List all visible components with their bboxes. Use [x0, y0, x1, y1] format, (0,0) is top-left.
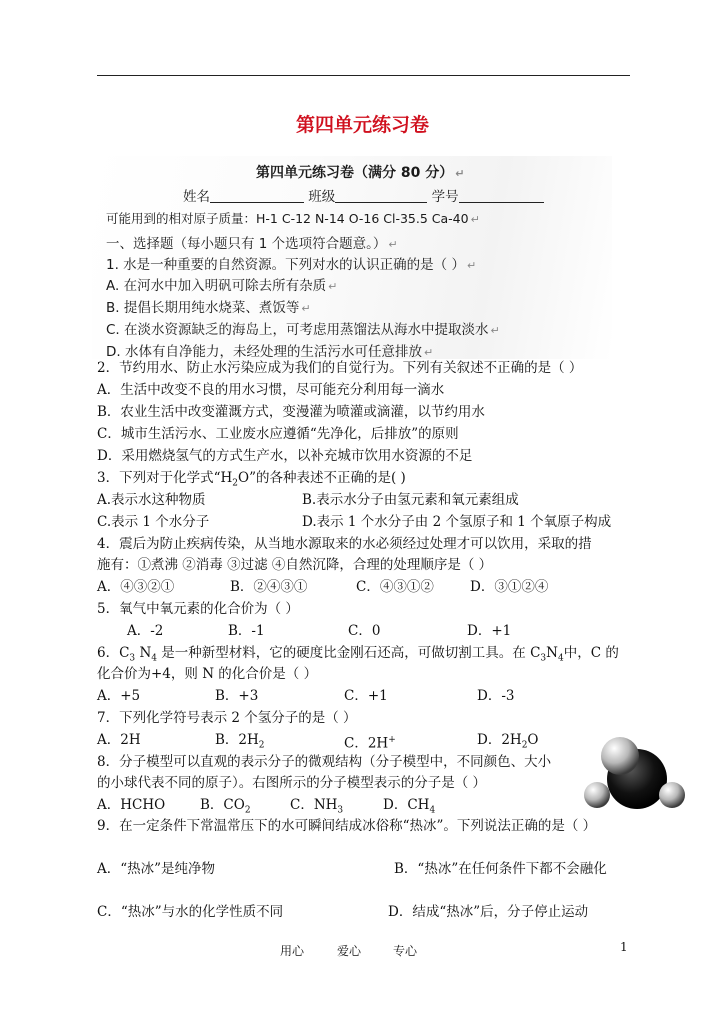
question-8-stem-line-2: 的小球代表不同的原子）。右图所示的分子模型表示的分子是（ ）	[97, 775, 487, 791]
header-rule	[97, 75, 630, 76]
question-4-option-a: A．④③②①	[97, 579, 175, 595]
question-1-option-b: B. 提倡长期用纯水烧菜、煮饭等 ↵	[106, 300, 311, 316]
question-6-option-c: C．+1	[344, 688, 388, 704]
question-2-option-b: B．农业生活中改变灌溉方式，变漫灌为喷灌或滴灌，以节约用水	[97, 404, 485, 420]
question-4-stem-line-2: 施有：①煮沸 ②消毒 ③过滤 ④自然沉降，合理的处理顺序是（ ）	[97, 557, 493, 573]
question-4-option-d: D．③①②④	[470, 579, 549, 595]
question-3-option-b: B.表示水分子由氢元素和氧元素组成	[302, 492, 519, 508]
question-4-option-b: B．②④③①	[230, 579, 308, 595]
atom-bottom-left	[584, 782, 610, 808]
question-3-option-a: A.表示水这种物质	[97, 492, 206, 508]
molecule-model-figure	[580, 723, 690, 813]
question-9-option-c: C．“热冰”与水的化学性质不同	[97, 904, 284, 920]
question-8-option-d: D．$CH_4$	[383, 797, 436, 816]
question-6-stem-line-1: 6．$C_3$ $N_4$ 是一种新型材料，它的硬度比金刚石还高，可做切割工具。在 $C_3N_4$中，C 的	[97, 645, 619, 664]
atomic-masses: 可能用到的相对原子质量：H-1 C-12 N-14 O-16 Cl-35.5 Ca-40 ↵	[106, 211, 480, 226]
question-5-stem: 5．氧气中氧元素的化合价为（ ）	[97, 601, 299, 617]
question-6-option-a: A．+5	[97, 688, 141, 704]
question-1-stem: 1. 水是一种重要的自然资源。下列对水的认识正确的是（ ） ↵	[106, 257, 477, 273]
question-5-option-b: B．-1	[228, 623, 265, 639]
question-2-option-c: C．城市生活污水、工业废水应遵循“先净化，后排放”的原则	[97, 426, 459, 442]
question-9-stem: 9．在一定条件下常温常压下的水可瞬间结成冰俗称“热冰”。下列说法正确的是（ ）	[97, 818, 597, 834]
question-7-option-a: A．2H	[97, 732, 141, 748]
question-6-option-b: B．+3	[215, 688, 259, 704]
question-5-option-c: C．0	[348, 623, 381, 639]
class-label: 班级	[308, 189, 336, 205]
question-1-option-a: A. 在河水中加入明矾可除去所有杂质 ↵	[106, 278, 338, 294]
question-9-option-d: D．结成“热冰”后，分子停止运动	[388, 904, 589, 920]
question-5-option-d: D．+1	[467, 623, 512, 639]
question-7-stem: 7．下列化学符号表示 2 个氢分子的是（ ）	[97, 710, 357, 726]
page-number: 1	[620, 940, 628, 954]
question-4-stem-line-1: 4．震后为防止疾病传染，从当地水源取来的水必须经过处理才可以饮用，采取的措	[97, 536, 592, 552]
question-4-option-c: C．④③①②	[356, 579, 434, 595]
page-title: 第四单元练习卷	[295, 114, 429, 136]
question-5-option-a: A．-2	[127, 623, 164, 639]
footer-text-left: 用心	[280, 944, 305, 958]
atom-top-left	[601, 737, 639, 775]
section-heading: 一、选择题（每小题只有 1 个选项符合题意。） ↵	[106, 236, 398, 252]
student-info-line	[183, 185, 544, 205]
footer-text-right: 专心	[393, 944, 418, 958]
question-2-stem: 2．节约用水、防止水污染应成为我们的自觉行为。下列有关叙述不正确的是（ ）	[97, 360, 583, 376]
question-9-option-b: B．“热冰”在任何条件下都不会融化	[394, 861, 607, 877]
number-blank	[459, 190, 544, 203]
question-7-option-b: B．$2H_2$	[215, 732, 265, 751]
question-7-option-c: C．2H+	[344, 735, 396, 752]
question-2-option-a: A．生活中改变不良的用水习惯，尽可能充分利用每一滴水	[97, 382, 445, 398]
question-1-option-d: D. 水体有自净能力，未经处理的生活污水可任意排放 ↵	[106, 344, 434, 360]
name-blank	[210, 190, 304, 203]
question-2-option-d: D．采用燃烧氢气的方式生产水，以补充城市饮用水资源的不足	[97, 448, 473, 464]
question-3-option-d: D.表示 1 个水分子由 2 个氢原子和 1 个氧原子构成	[302, 514, 612, 530]
question-3-stem: 3．下列对于化学式“$H_2O$”的各种表述不正确的是( )	[97, 470, 406, 489]
class-blank	[335, 190, 427, 203]
atom-bottom-right	[659, 782, 685, 808]
question-6-option-d: D．-3	[477, 688, 515, 704]
question-8-option-c: C．$NH_3$	[290, 797, 344, 816]
scan-title: 第四单元练习卷（满分 80 分） ↵	[256, 165, 465, 181]
number-label: 学号	[431, 189, 459, 205]
name-label: 姓名	[183, 189, 210, 205]
question-8-stem-line-1: 8．分子模型可以直观的表示分子的微观结构（分子模型中，不同颜色、大小	[97, 754, 552, 770]
question-9-option-a: A．“热冰”是纯净物	[97, 861, 216, 877]
question-3-option-c: C.表示 1 个水分子	[97, 514, 210, 530]
question-8-option-a: A．HCHO	[97, 797, 166, 813]
question-1-option-c: C. 在淡水资源缺乏的海岛上，可考虑用蒸馏法从海水中提取淡水 ↵	[106, 322, 500, 338]
question-7-option-d: D．$2H_2O$	[477, 732, 539, 751]
question-8-option-b: B．$CO_2$	[200, 797, 251, 816]
question-6-stem-line-2: 化合价为+4，则 N 的化合价是（ ）	[97, 666, 318, 682]
footer-text-mid: 爱心	[337, 944, 362, 958]
